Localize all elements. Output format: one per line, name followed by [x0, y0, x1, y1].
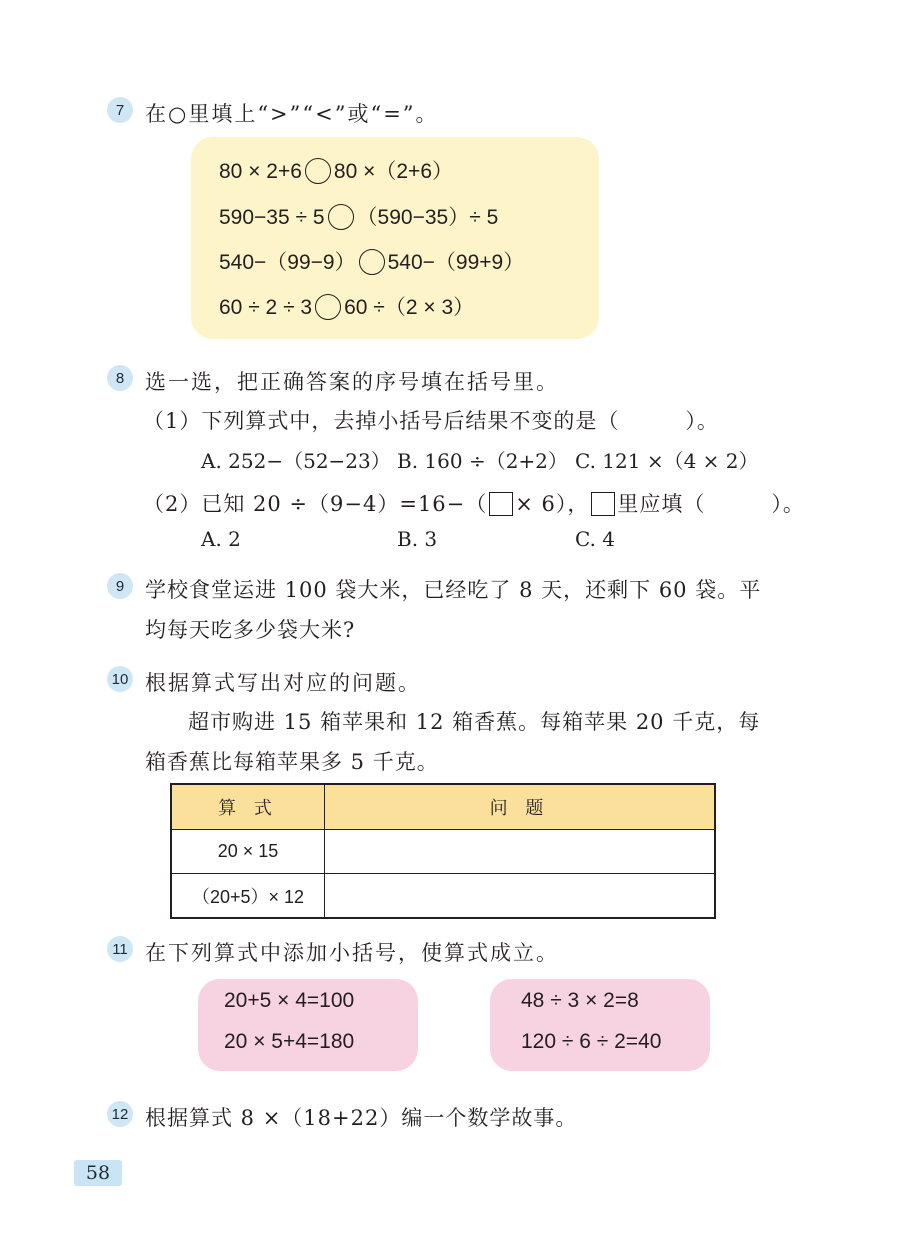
q8-sub2-stem [143, 488, 805, 518]
q8-sub2-stem-c: 里应填（ ）。 [617, 492, 805, 516]
q7-prompt: 在○里填上“>”“<”或“=”。 [145, 102, 439, 126]
q7-row-1 [219, 155, 453, 185]
question-number-8: 8 [107, 365, 133, 391]
q8-sub1-option-a: A. 252−（52−23） [201, 449, 391, 473]
question-number-12: 12 [107, 1101, 133, 1127]
q8-sub2-option-a: A. 2 [201, 527, 241, 551]
q8-sub2-stem-a: （2）已知 20 ÷（9−4）=16−（ [143, 492, 488, 516]
table-cell-formula: 20 × 15 [171, 830, 325, 874]
question-number-11: 11 [107, 936, 133, 962]
compare-circle-blank[interactable] [315, 294, 341, 320]
q10-context-line-1: 超市购进 15 箱苹果和 12 箱香蕉。每箱苹果 20 千克，每 [188, 710, 761, 734]
q11-left-equation-1: 20+5 × 4=100 [224, 989, 355, 1012]
q7-row-1-left: 80 × 2+6 [219, 160, 302, 183]
q11-left-equation-2: 20 × 5+4=180 [224, 1030, 355, 1053]
table-header-formula: 算 式 [171, 784, 325, 830]
q7-row-2-right: （590−35）÷ 5 [356, 206, 499, 229]
q8-prompt: 选一选，把正确答案的序号填在括号里。 [145, 370, 559, 394]
q11-right-equation-1: 48 ÷ 3 × 2=8 [521, 989, 639, 1012]
q8-sub2-option-b: B. 3 [397, 527, 438, 551]
q7-row-3-left: 540−（99−9） [219, 251, 356, 274]
q12-prompt: 根据算式 8 ×（18+22）编一个数学故事。 [145, 1106, 578, 1130]
question-number-7: 7 [107, 97, 133, 123]
compare-circle-blank[interactable] [305, 158, 331, 184]
q9-line-1: 学校食堂运进 100 袋大米，已经吃了 8 天，还剩下 60 袋。平 [145, 578, 762, 602]
q7-row-3-right: 540−（99+9） [387, 251, 525, 274]
q7-row-4-right: 60 ÷（2 × 3） [344, 296, 475, 319]
q11-right-equation-2: 120 ÷ 6 ÷ 2=40 [521, 1030, 662, 1053]
q7-row-3 [219, 246, 524, 276]
table-cell-question-answer[interactable] [325, 830, 716, 874]
q8-sub2-stem-b: × 6）， [515, 492, 590, 516]
q9-line-2: 均每天吃多少袋大米? [145, 618, 356, 642]
table-header-row [171, 784, 715, 830]
q8-sub1-option-c: C. 121 ×（4 × 2） [575, 449, 759, 473]
question-number-9: 9 [107, 573, 133, 599]
answer-square-blank [591, 492, 615, 516]
q8-sub1-option-b: B. 160 ÷（2+2） [397, 449, 568, 473]
q10-context-line-2: 箱香蕉比每箱苹果多 5 千克。 [145, 750, 439, 774]
compare-circle-blank[interactable] [328, 204, 354, 230]
compare-circle-blank[interactable] [359, 249, 385, 275]
q7-row-2 [219, 201, 498, 231]
q10-table [170, 783, 716, 919]
q7-row-1-right: 80 ×（2+6） [333, 160, 454, 183]
q7-row-4 [219, 291, 474, 321]
table-row [171, 874, 715, 919]
table-header-question: 问 题 [325, 784, 716, 830]
question-number-10: 10 [107, 666, 133, 692]
q8-sub2-option-c: C. 4 [575, 527, 616, 551]
table-row [171, 830, 715, 874]
q7-row-4-left: 60 ÷ 2 ÷ 3 [219, 296, 313, 319]
q10-prompt: 根据算式写出对应的问题。 [145, 671, 421, 695]
q8-sub1-stem: （1）下列算式中，去掉小括号后结果不变的是（ ）。 [143, 409, 719, 433]
table-cell-formula: （20+5）× 12 [171, 874, 325, 919]
q11-prompt: 在下列算式中添加小括号，使算式成立。 [145, 941, 559, 965]
table-cell-question-answer[interactable] [325, 874, 716, 919]
answer-square-blank[interactable] [489, 492, 513, 516]
q7-row-2-left: 590−35 ÷ 5 [219, 206, 325, 229]
page-number: 58 [74, 1160, 122, 1186]
